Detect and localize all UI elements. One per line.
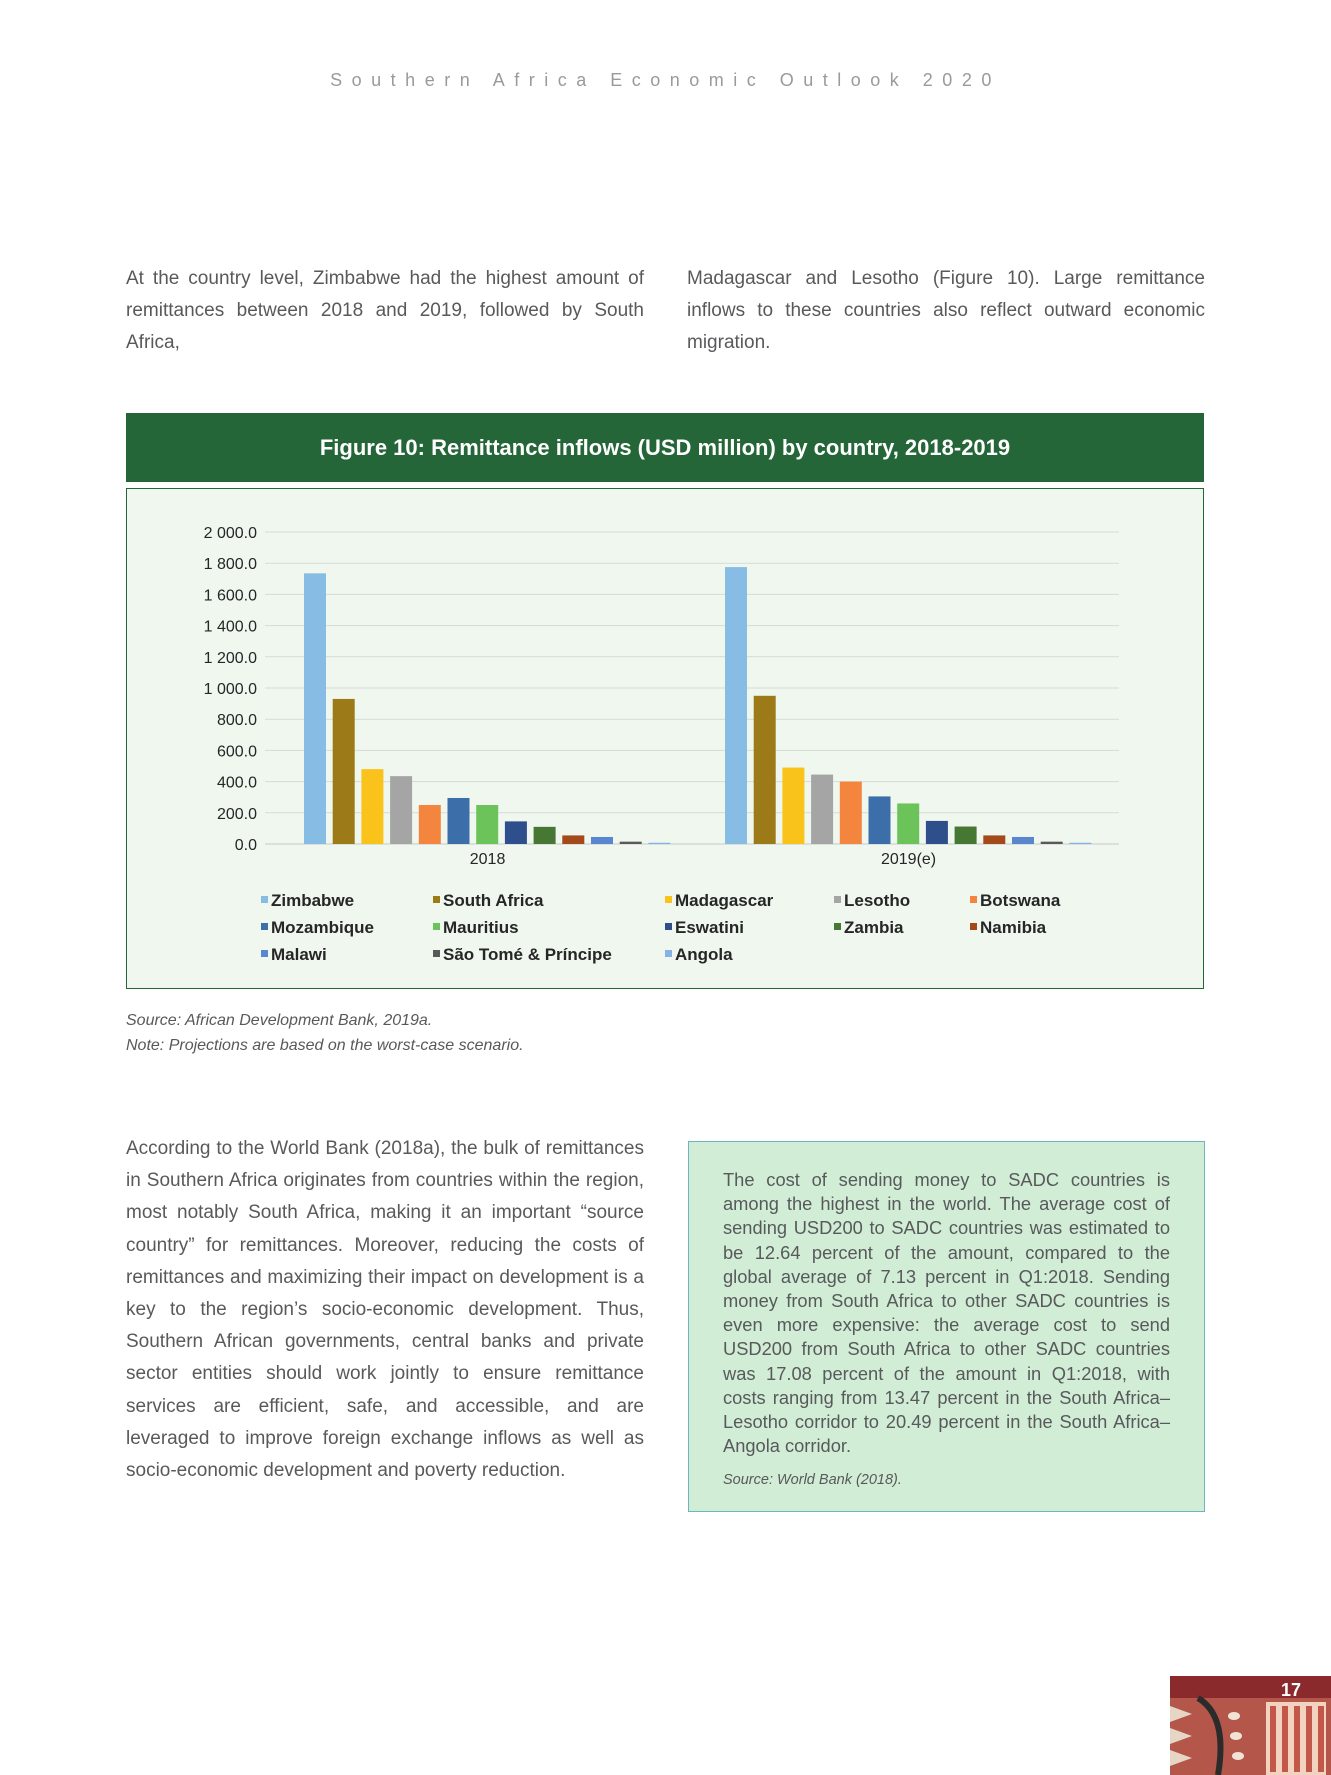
bar-botswana-2018: [419, 805, 441, 844]
chart-panel: [126, 488, 1204, 989]
bar-zambia-2019e: [955, 827, 977, 844]
legend-swatch: [970, 923, 977, 930]
body-paragraph: According to the World Bank (2018a), the bulk of remittances in Southern Africa originates from countries within the region, most notably South Africa, making it an important “source country” for remittances. Moreover, reducing the costs of remittances and maximizing their impact on development is a key to the region’s socio-economic development. Thus, Southern African governments, central banks and private sector entities should work jointly to ensure remittance services are efficient, safe, and accessible, and are leveraged to improve foreign exchange inflows as well as socio-economic development and poverty reduction.: [126, 1138, 644, 1482]
legend-label: Mozambique: [271, 918, 374, 937]
legend-item: [261, 918, 374, 938]
legend-label: Zimbabwe: [271, 891, 355, 910]
legend-item: [433, 891, 543, 911]
legend-swatch: [261, 896, 268, 903]
bar-malawi-2018: [591, 837, 613, 844]
legend-swatch: [665, 923, 672, 930]
legend-label: Angola: [675, 945, 733, 964]
callout-text: The cost of sending money to SADC countries is among the highest in the world. The average cost of sending USD200 to SADC countries was estimated to be 12.64 percent of the amount, compared to the global average of 7.13 percent in Q1:2018. Sending money from South Africa to other SADC countries is even more expensive: the average cost to send USD200 from South Africa to other SADC countries was 17.08 percent of the amount in Q1:2018, with costs ranging from 13.47 percent in the South Africa–Lesotho corridor to 20.49 percent in the South Africa–Angola corridor.: [723, 1169, 1170, 1457]
y-tick-label: 400.0: [216, 774, 257, 792]
y-tick-label: 1 400.0: [203, 618, 257, 636]
running-header: Southern Africa Economic Outlook 2020: [330, 70, 1001, 90]
bar-zambia-2018: [534, 827, 556, 844]
bar-south-africa-2019e: [754, 696, 776, 844]
legend-swatch: [433, 950, 440, 957]
bar-eswatini-2019e: [926, 821, 948, 844]
bar-zimbabwe-2018: [304, 573, 326, 844]
legend-item: [261, 945, 327, 965]
figure-title: Figure 10: Remittance inflows (USD million) by country, 2018-2019: [126, 413, 1204, 482]
bar-eswatini-2018: [505, 821, 527, 844]
legend-swatch: [433, 923, 440, 930]
bar-madagascar-2018: [361, 769, 383, 844]
legend-item: [834, 891, 910, 911]
bar-mauritius-2019e: [897, 803, 919, 844]
legend-item: [433, 945, 612, 965]
bar-lesotho-2019e: [811, 775, 833, 844]
figure-note: Note: Projections are based on the worst-case scenario.: [126, 1037, 524, 1054]
legend-item: [665, 891, 773, 911]
y-tick-label: 1 600.0: [203, 587, 257, 605]
bar-madagascar-2019e: [782, 768, 804, 844]
bar-south-africa-2018: [333, 699, 355, 844]
page-number-block: [1170, 1676, 1331, 1775]
bar-s-o-tom-pr-ncipe-2019e: [1041, 842, 1063, 844]
bar-chart: [127, 489, 1205, 990]
callout-source: Source: World Bank (2018).: [723, 1472, 902, 1489]
legend-label: Zambia: [844, 918, 904, 937]
legend-label: Mauritius: [443, 918, 519, 937]
legend-label: Eswatini: [675, 918, 744, 937]
bar-mozambique-2018: [448, 798, 470, 844]
figure-source: Source: African Development Bank, 2019a.: [126, 1012, 433, 1029]
bar-malawi-2019e: [1012, 837, 1034, 844]
bar-angola-2019e: [1069, 843, 1091, 844]
legend-swatch: [834, 923, 841, 930]
x-tick-label: 2018: [469, 851, 506, 868]
bar-lesotho-2018: [390, 776, 412, 844]
legend-label: Malawi: [271, 945, 327, 964]
y-tick-label: 2 000.0: [203, 525, 257, 542]
bar-namibia-2018: [562, 835, 584, 844]
y-tick-label: 1 000.0: [203, 681, 257, 698]
y-tick-label: 1 200.0: [203, 649, 257, 667]
decorative-pattern-icon: [1170, 1676, 1331, 1775]
legend-label: Namibia: [980, 918, 1047, 937]
figure-notes: [126, 1008, 524, 1058]
legend-item: [665, 918, 744, 938]
callout-box: [688, 1141, 1205, 1512]
legend-label: São Tomé & Príncipe: [443, 945, 612, 964]
intro-paragraph-left: At the country level, Zimbabwe had the highest amount of remittances between 2018 and 2019, followed by South Africa,: [126, 268, 644, 353]
legend-label: Botswana: [980, 891, 1061, 910]
intro-paragraph-right: Madagascar and Lesotho (Figure 10). Large remittance inflows to these countries also reflect outward economic migration.: [687, 268, 1205, 353]
legend-swatch: [261, 950, 268, 957]
legend-swatch: [665, 950, 672, 957]
bar-botswana-2019e: [840, 782, 862, 844]
y-tick-label: 200.0: [216, 805, 257, 823]
bar-s-o-tom-pr-ncipe-2018: [620, 842, 642, 844]
bar-mauritius-2018: [476, 805, 498, 844]
page-number: 17: [1280, 1680, 1301, 1700]
legend-item: [665, 945, 733, 965]
legend-label: Lesotho: [844, 891, 911, 910]
bar-zimbabwe-2019e: [725, 567, 747, 844]
legend-item: [970, 918, 1046, 938]
y-tick-label: 1 800.0: [203, 556, 257, 574]
legend-item: [261, 891, 354, 911]
legend-item: [834, 918, 904, 938]
bar-namibia-2019e: [983, 835, 1005, 844]
legend-item: [433, 918, 519, 938]
legend-swatch: [970, 896, 977, 903]
legend-swatch: [665, 896, 672, 903]
legend-swatch: [834, 896, 841, 903]
legend-swatch: [261, 923, 268, 930]
bar-mozambique-2019e: [869, 796, 891, 844]
x-tick-label: 2019(e): [880, 851, 937, 868]
legend-swatch: [433, 896, 440, 903]
legend-label: Madagascar: [675, 891, 774, 910]
legend-item: [970, 891, 1060, 911]
y-tick-label: 800.0: [216, 712, 257, 730]
y-tick-label: 600.0: [216, 743, 257, 761]
bar-angola-2018: [648, 843, 670, 844]
legend-label: South Africa: [443, 891, 544, 910]
y-tick-label: 0.0: [234, 837, 257, 854]
